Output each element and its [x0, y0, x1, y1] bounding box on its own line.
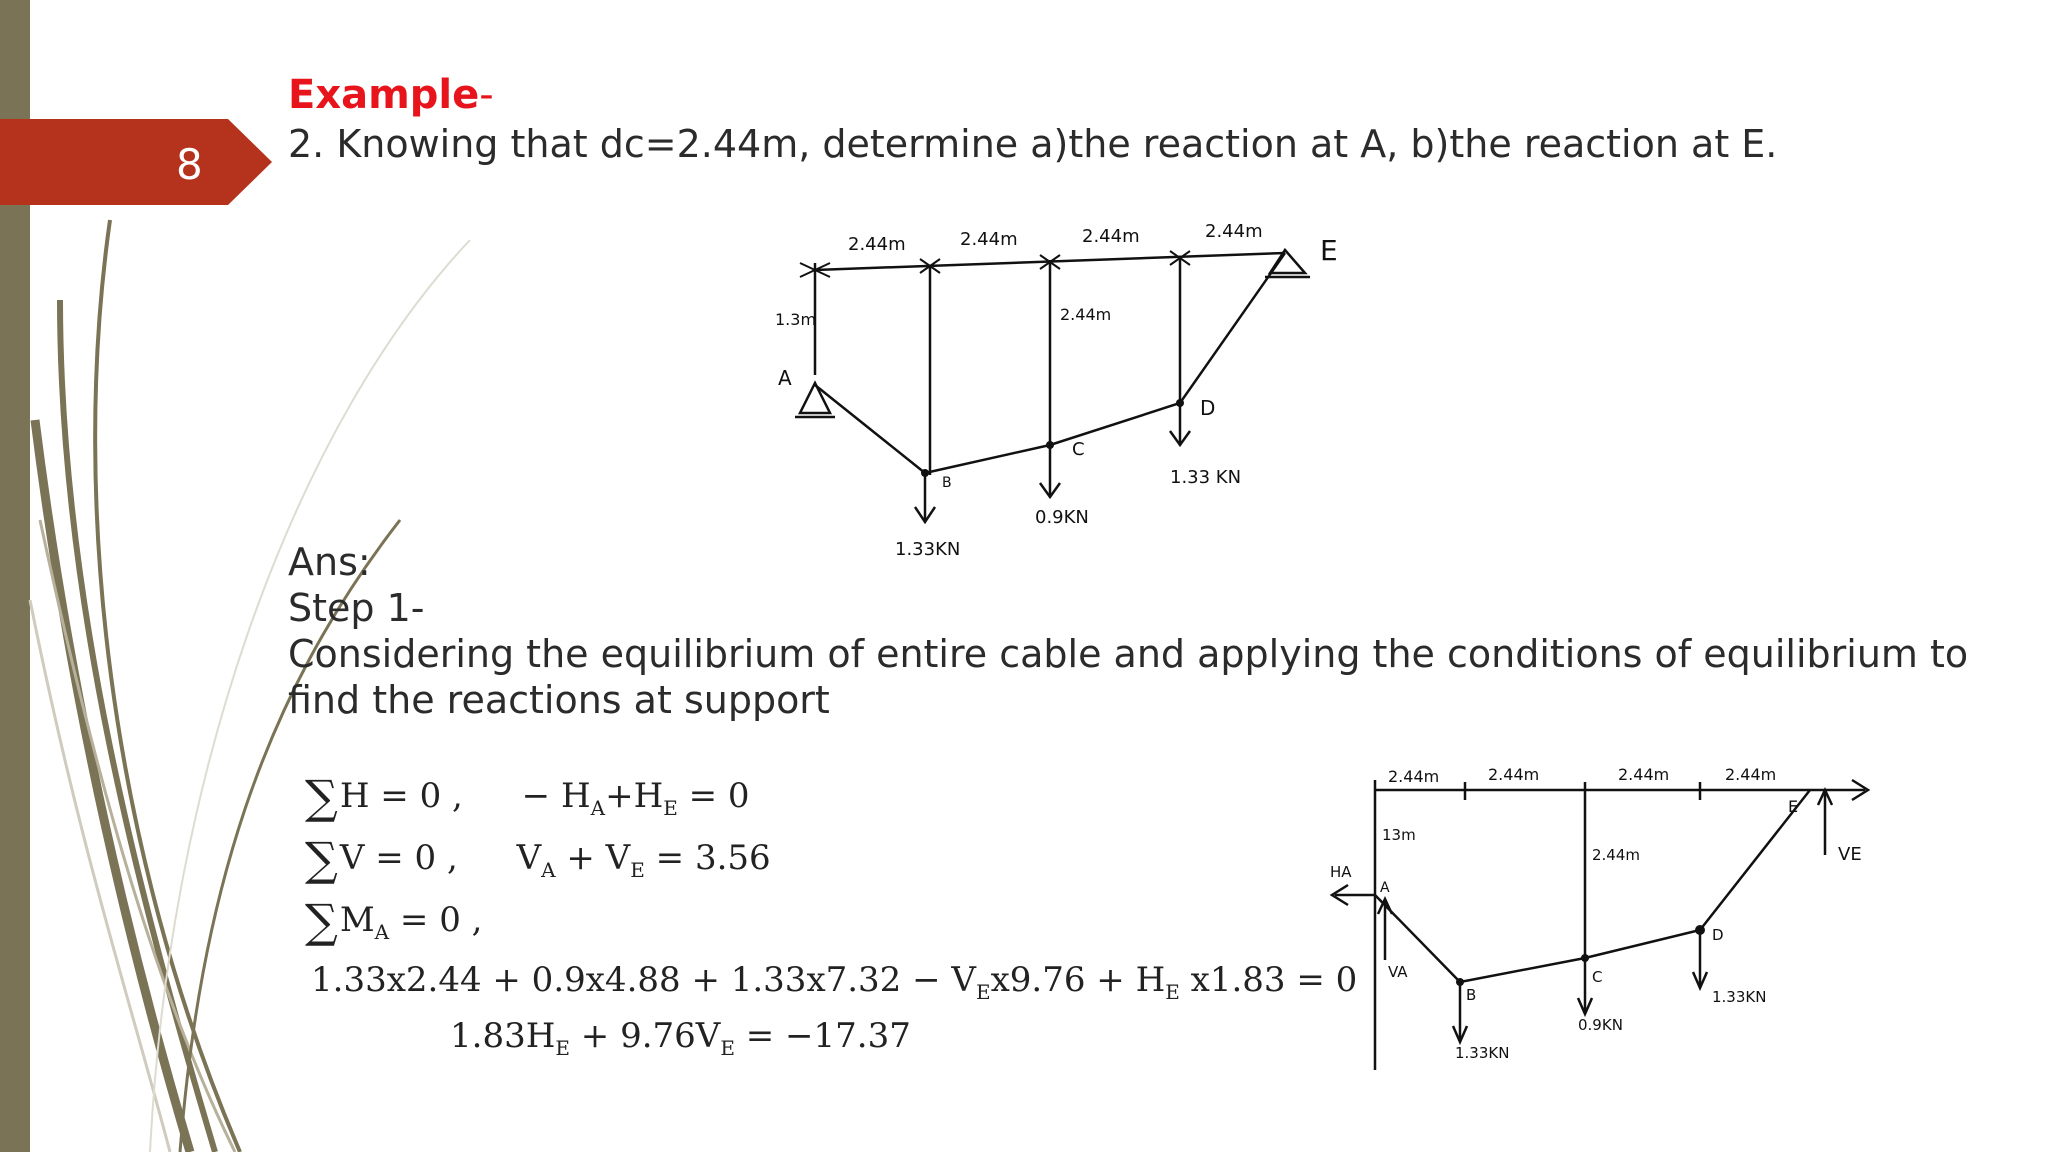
- cable-diagram-top: [760, 215, 1380, 585]
- question-text: 2. Knowing that dc=2.44m, determine a)the reaction at A, b)the reaction at E.: [288, 122, 1778, 166]
- sigma-symbol: ∑: [305, 894, 338, 948]
- bottom-node-d: D: [1712, 926, 1724, 944]
- step-label: Step 1-: [288, 586, 425, 630]
- bottom-reaction-va: VA: [1388, 963, 1408, 981]
- bottom-node-c: C: [1592, 968, 1603, 986]
- equation-moment: $1.33x2.44 + 0.9x4.88 + 1.33x7.32 - V_Ex9.76 + H_E$ x1.83 = 0: [311, 960, 1358, 1004]
- bottom-span-2: 2.44m: [1488, 765, 1540, 784]
- bottom-height-c: 2.44m: [1592, 846, 1641, 864]
- top-height-c: 2.44m: [1060, 305, 1112, 324]
- bottom-span-1: 2.44m: [1388, 767, 1440, 786]
- answer-label: Ans:: [288, 540, 371, 584]
- bottom-reaction-ve: VE: [1838, 844, 1862, 865]
- bottom-node-a: A: [1380, 880, 1390, 896]
- sigma-symbol: ∑: [305, 770, 338, 824]
- top-node-d: D: [1200, 396, 1216, 420]
- explanation-line-1: Considering the equilibrium of entire cable and applying the conditions of equilibrium to: [288, 632, 1969, 676]
- bottom-span-3: 2.44m: [1618, 765, 1670, 784]
- heading-title: Example: [288, 72, 480, 118]
- top-load-d: 1.33 KN: [1170, 467, 1242, 488]
- sigma-symbol: ∑: [305, 832, 338, 886]
- top-node-e: E: [1320, 234, 1338, 267]
- bottom-node-b: B: [1466, 986, 1477, 1004]
- equation-result: $1.83H_E + 9.76V_E = -17.37$: [450, 1016, 911, 1060]
- bottom-load-c: 0.9KN: [1578, 1016, 1623, 1034]
- equation-sum-m: $\sum M_A = 0$ ,: [305, 894, 483, 948]
- cable-diagram-bottom: [1320, 760, 1880, 1080]
- equation-sum-v: ∑V = 0 , $V_A + V_E = 3.56$: [305, 832, 771, 886]
- top-load-b: 1.33KN: [895, 539, 961, 560]
- top-span-3: 2.44m: [1082, 226, 1140, 247]
- top-node-a: A: [778, 366, 792, 390]
- equation-sum-h: ∑H = 0 , − $H_A+H_E = 0$: [305, 770, 750, 824]
- bottom-height-a: 13m: [1382, 826, 1416, 844]
- bottom-node-e: E: [1788, 797, 1799, 816]
- bottom-span-4: 2.44m: [1725, 765, 1777, 784]
- bottom-reaction-ha: HA: [1330, 863, 1352, 881]
- top-load-c: 0.9KN: [1035, 507, 1089, 528]
- top-height-a: 1.3m: [775, 310, 817, 329]
- top-span-2: 2.44m: [960, 229, 1018, 250]
- slide-number: 8: [176, 140, 203, 189]
- explanation-line-2: find the reactions at support: [288, 678, 830, 722]
- heading-dash: -: [479, 72, 494, 118]
- top-node-b: B: [942, 475, 952, 491]
- top-span-4: 2.44m: [1205, 221, 1263, 242]
- example-heading: [288, 72, 494, 118]
- slide-number-tab: [0, 119, 272, 205]
- bottom-load-d: 1.33KN: [1712, 988, 1767, 1006]
- top-node-c: C: [1072, 439, 1085, 460]
- top-span-1: 2.44m: [848, 234, 906, 255]
- bottom-load-b: 1.33KN: [1455, 1044, 1510, 1062]
